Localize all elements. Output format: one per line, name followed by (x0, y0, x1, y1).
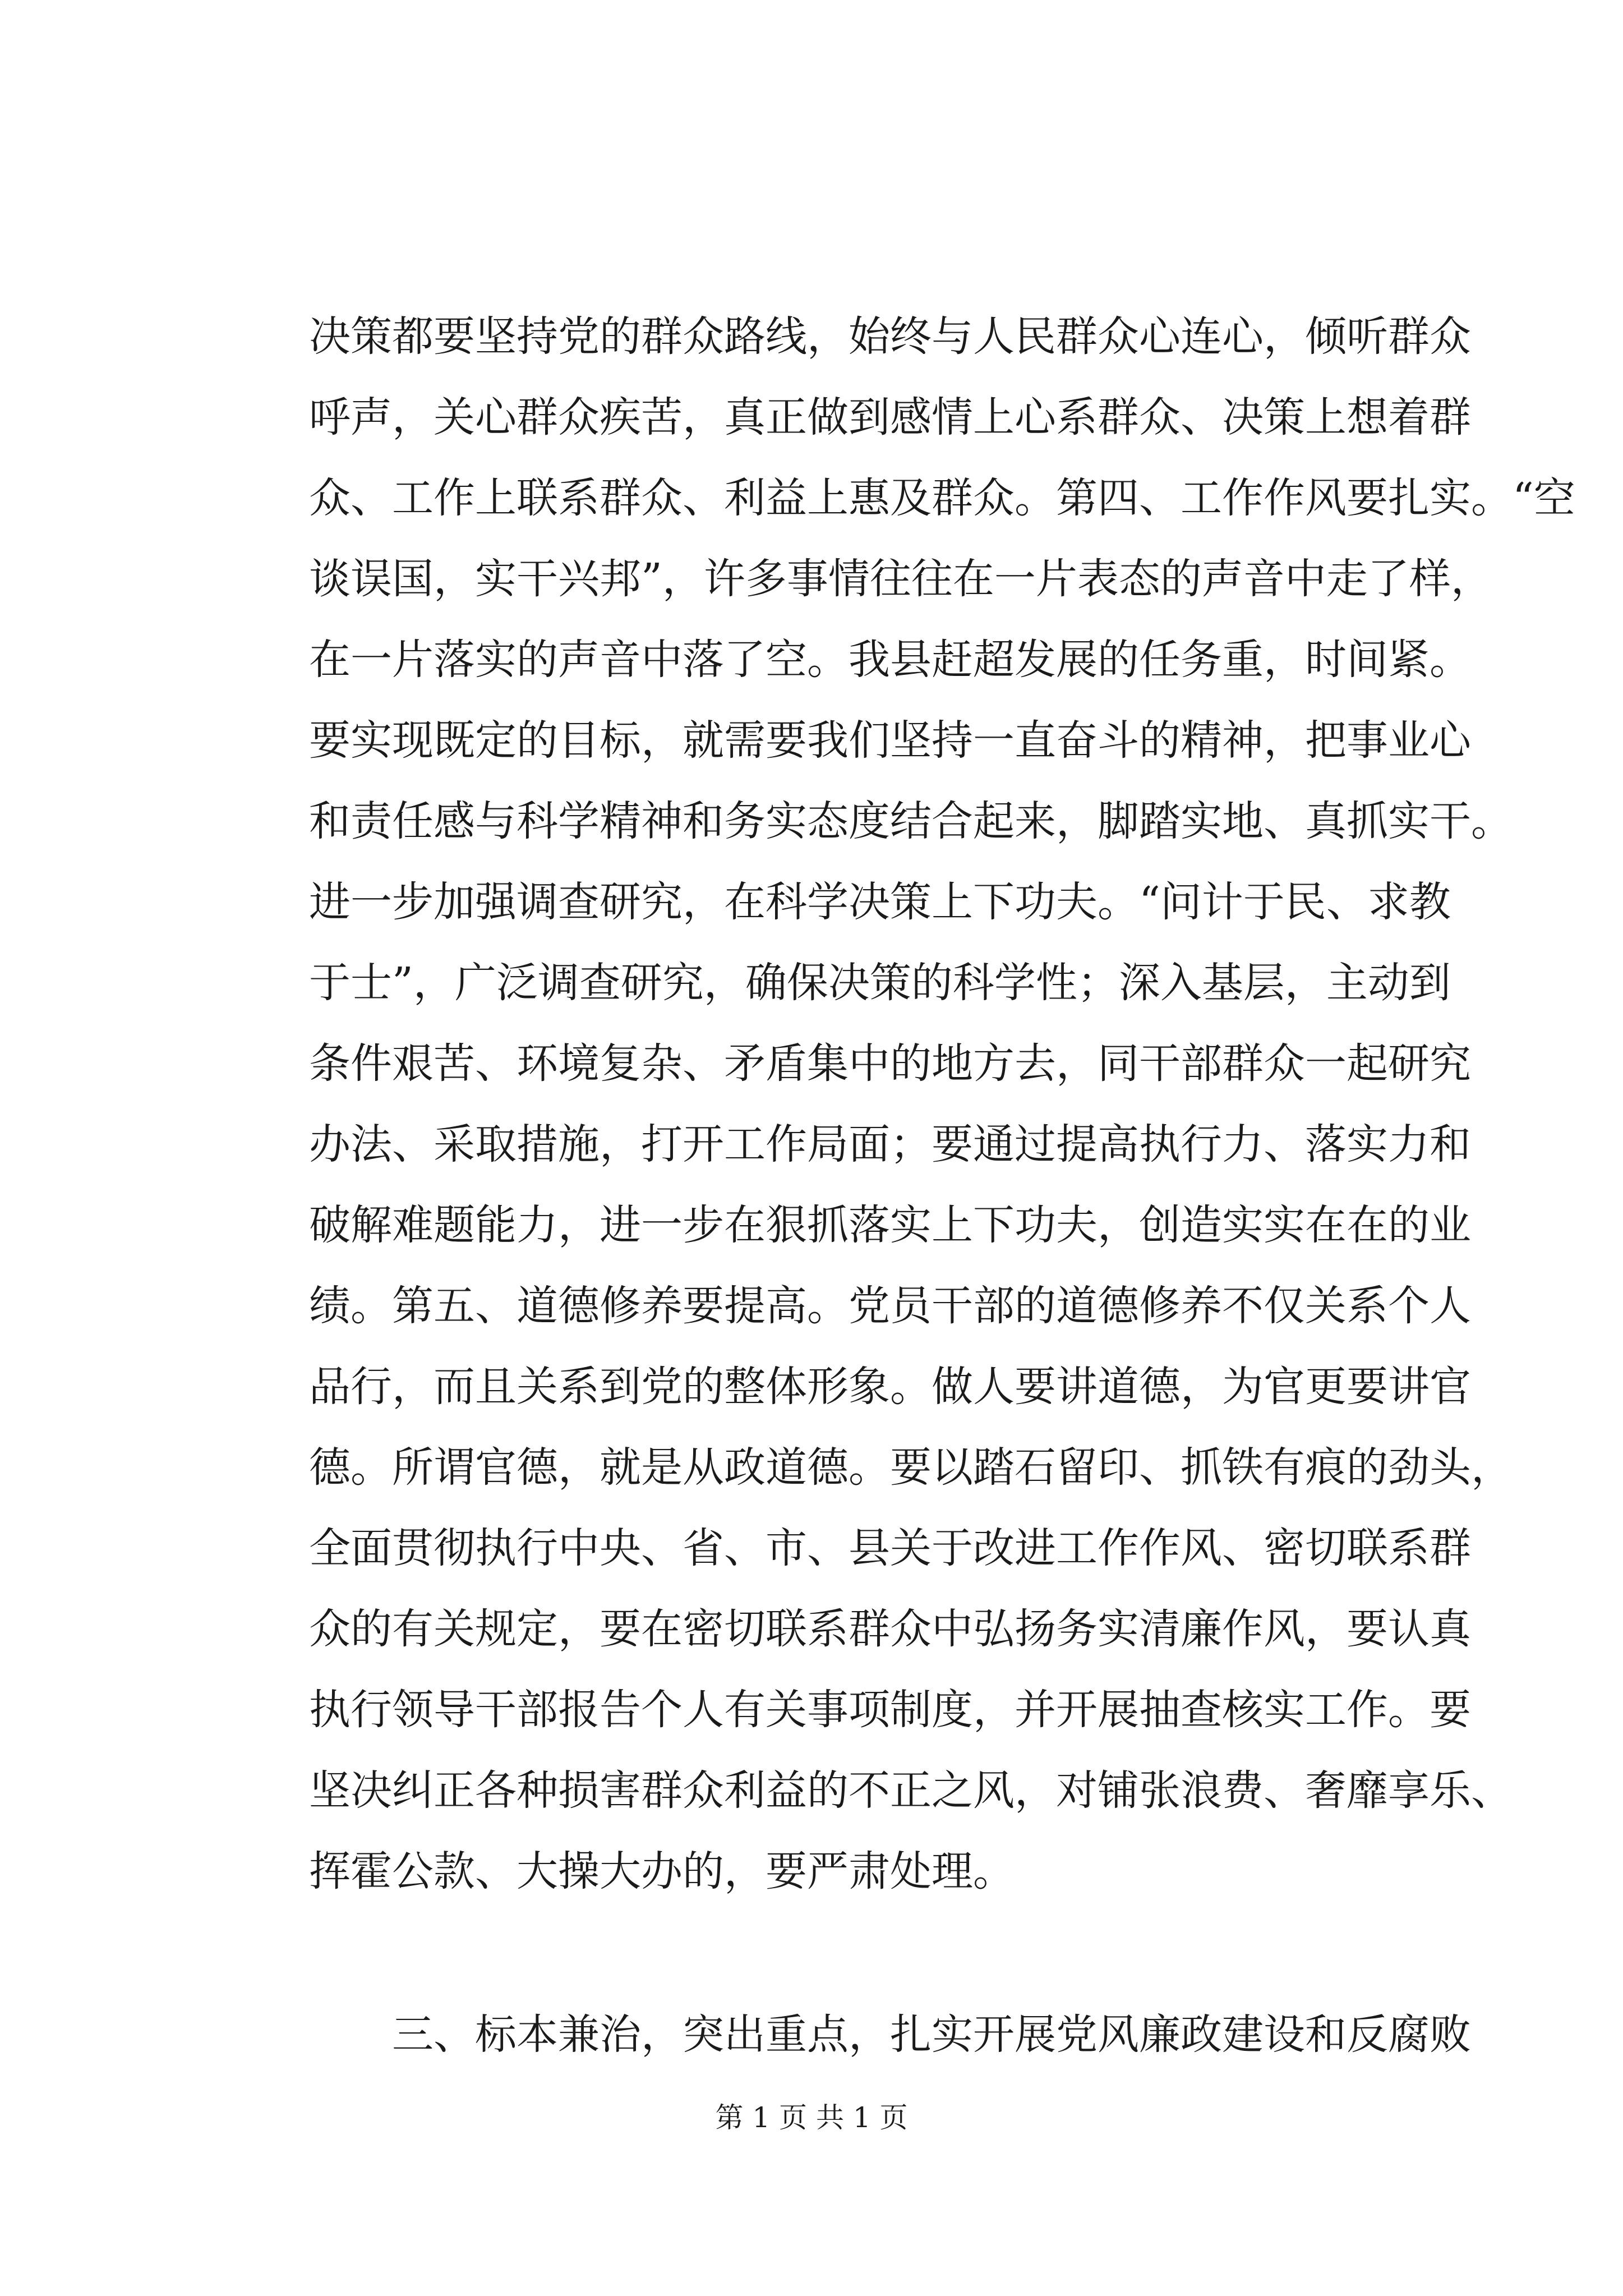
page-footer: 第 1 页 共 1 页 (715, 2101, 908, 2134)
text-line: 决策都要坚持党的群众路线，始终与人民群众心连心，倾听群众 (309, 312, 1471, 361)
text-line: 办法、采取措施，打开工作局面；要通过提高执行力、落实力和 (309, 1120, 1471, 1168)
text-line: 要实现既定的目标，就需要我们坚持一直奋斗的精神，把事业心 (309, 716, 1471, 765)
text-line: 全面贯彻执行中央、省、市、县关于改进工作作风、密切联系群 (309, 1524, 1471, 1572)
text-line: 挥霍公款、大操大办的，要严肃处理。 (309, 1847, 1015, 1895)
text-line: 众的有关规定，要在密切联系群众中弘扬务实清廉作风，要认真 (309, 1605, 1471, 1653)
text-line: 品行，而且关系到党的整体形象。做人要讲道德，为官更要讲官 (309, 1363, 1471, 1411)
text-line: 条件艰苦、环境复杂、矛盾集中的地方去，同干部群众一起研究 (309, 1039, 1471, 1088)
text-line: 谈误国，实干兴邦”，许多事情往往在一片表态的声音中走了样， (309, 555, 1492, 603)
body-paragraph (309, 300, 1575, 1916)
section-heading: 三、标本兼治，突出重点，扎实开展党风廉政建设和反腐败 (392, 2010, 1471, 2059)
text-line: 呼声，关心群众疾苦，真正做到感情上心系群众、决策上想着群 (309, 393, 1471, 441)
text-line: 进一步加强调查研究，在科学决策上下功夫。“问计于民、求教 (309, 878, 1451, 926)
text-line: 和责任感与科学精神和务实态度结合起来，脚踏实地、真抓实干。 (309, 797, 1513, 845)
text-line: 于士”，广泛调查研究，确保决策的科学性；深入基层，主动到 (309, 959, 1451, 1007)
text-line: 执行领导干部报告个人有关事项制度，并开展抽查核实工作。要 (309, 1686, 1471, 1734)
text-line: 绩。第五、道德修养要提高。党员干部的道德修养不仅关系个人 (309, 1282, 1471, 1330)
text-line: 破解难题能力，进一步在狠抓落实上下功夫，创造实实在在的业 (309, 1201, 1471, 1249)
text-line: 在一片落实的声音中落了空。我县赶超发展的任务重，时间紧。 (309, 636, 1471, 684)
text-line: 坚决纠正各种损害群众利益的不正之风，对铺张浪费、奢靡享乐、 (309, 1766, 1513, 1815)
text-line: 德。所谓官德，就是从政道德。要以踏石留印、抓铁有痕的劲头， (309, 1443, 1513, 1492)
text-line: 众、工作上联系群众、利益上惠及群众。第四、工作作风要扎实。“空 (309, 474, 1575, 522)
